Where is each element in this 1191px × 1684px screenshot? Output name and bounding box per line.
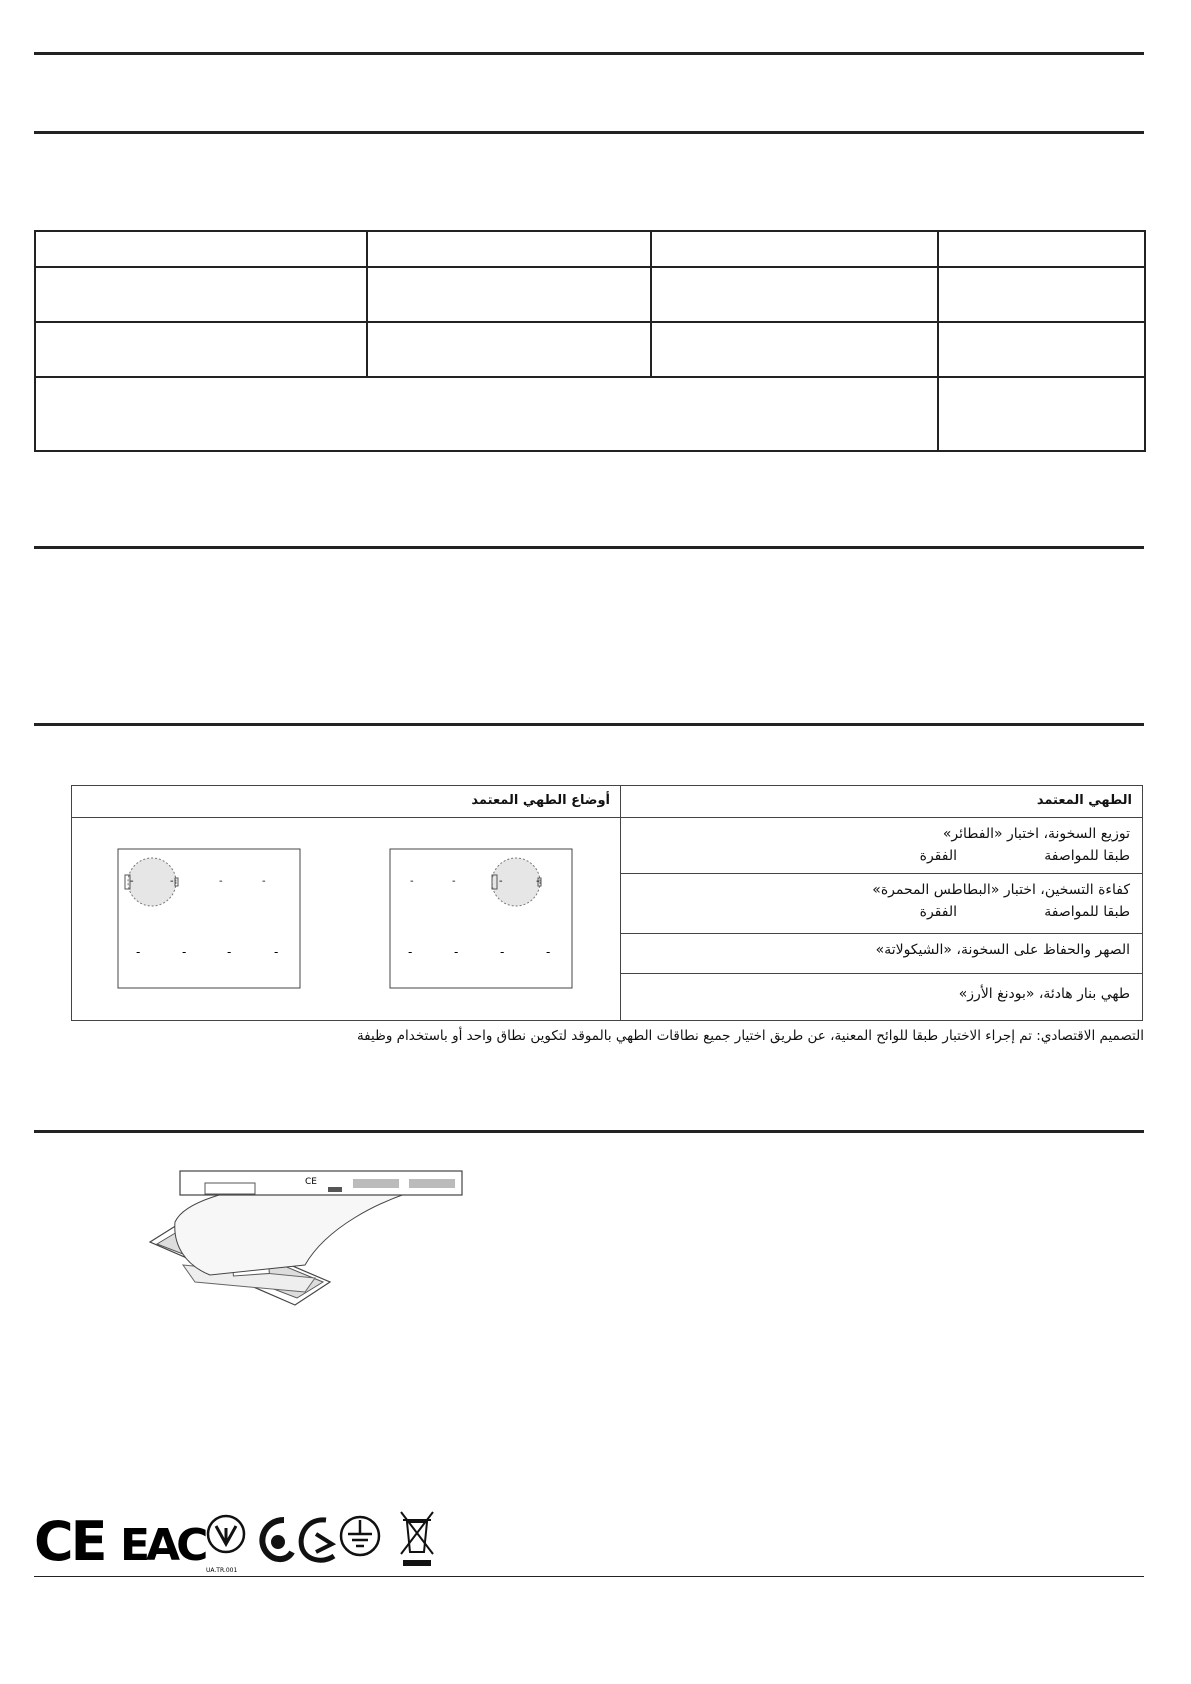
row-1-title: توزيع السخونة، اختبار «الفطائر»: [942, 826, 1130, 842]
svg-text:-: -: [454, 945, 459, 959]
sirim-mark-icon: [301, 1520, 334, 1560]
table-cell: [35, 231, 367, 267]
svg-text:-: -: [170, 876, 174, 887]
svg-text:-: -: [136, 945, 141, 959]
weee-bin-icon: [401, 1512, 433, 1566]
table-cell: [938, 377, 1145, 451]
cooking-modes-header: [72, 786, 621, 818]
row-1-clause: الفقرة: [919, 848, 957, 864]
svg-text:-: -: [408, 945, 413, 959]
cooking-table: [71, 785, 1143, 1021]
ua-mark-code: UA.TR.001: [206, 1567, 238, 1574]
certification-logos: [34, 1508, 454, 1578]
hob-diagram-svg: [72, 818, 619, 1020]
earth-ground-icon: [341, 1517, 379, 1555]
cooking-header-text: الطهي المعتمد: [1036, 793, 1132, 808]
section-rule-1: [34, 131, 1144, 134]
svg-text:-: -: [130, 876, 134, 887]
table-cell: [938, 267, 1145, 322]
cooking-header: [621, 786, 1142, 818]
svg-text:-: -: [410, 876, 414, 887]
cooking-row-3: [621, 934, 1142, 974]
svg-text:-: -: [546, 945, 551, 959]
table-cell: [35, 377, 938, 451]
svg-text:-: -: [182, 945, 187, 959]
svg-text:-: -: [499, 876, 503, 887]
svg-text:-: -: [219, 876, 223, 887]
cooking-row-2: [621, 874, 1142, 934]
hob-left-diagram: [118, 849, 300, 988]
row-2-standard: طبقا للمواصفة: [1044, 904, 1130, 920]
row-3-title: الصهر والحفاظ على السخونة، «الشيكولاتة»: [875, 942, 1130, 958]
svg-text:-: -: [500, 945, 505, 959]
table-cell: [367, 231, 651, 267]
table-cell: [367, 267, 651, 322]
section-rule-3: [34, 723, 1144, 726]
data-table: [34, 230, 1146, 452]
row-1-standard: طبقا للمواصفة: [1044, 848, 1130, 864]
row-4-title: طهي بنار هادئة، «بودنغ الأرز»: [958, 986, 1130, 1002]
table-cell: [651, 231, 938, 267]
table-cell: [651, 267, 938, 322]
row-2-clause: الفقرة: [919, 904, 957, 920]
cooking-modes-header-text: أوضاع الطهي المعتمد: [471, 793, 610, 808]
section-rule-2: [34, 546, 1144, 549]
ecodesign-note: التصميم الاقتصادي: تم إجراء الاختبار طبقا للوائح المعنية، عن طريق اختيار جميع نطاقات الطهي بالموقد لتكوين نطاق واحد أو باستخدام وظيفة: [356, 1028, 1144, 1044]
cooking-row-4: [621, 974, 1142, 1020]
table-cell: [938, 231, 1145, 267]
table-cell: [35, 322, 367, 377]
svg-text:-: -: [536, 876, 540, 887]
svg-text:-: -: [452, 876, 456, 887]
hob-diagrams: [72, 818, 621, 1020]
rating-plate-illustration: [145, 1170, 465, 1310]
hob-right-diagram: [390, 849, 572, 988]
section-rule-4: [34, 1130, 1144, 1133]
cooking-row-1: [621, 818, 1142, 874]
table-cell: [35, 267, 367, 322]
ce-mark-label: CE: [305, 1177, 317, 1187]
svg-text:-: -: [262, 876, 266, 887]
gas-cert-icon: [262, 1520, 292, 1559]
table-cell: [367, 322, 651, 377]
table-cell: [651, 322, 938, 377]
svg-text:-: -: [274, 945, 279, 959]
row-2-title: كفاءة التسخين، اختبار «البطاطس المحمرة»: [872, 882, 1130, 898]
eac-logo: EAC: [120, 1520, 205, 1571]
ce-logo: CE: [34, 1510, 105, 1573]
ua-mark-icon: [208, 1516, 244, 1552]
svg-text:-: -: [227, 945, 232, 959]
top-rule: [34, 52, 1144, 55]
table-cell: [938, 322, 1145, 377]
